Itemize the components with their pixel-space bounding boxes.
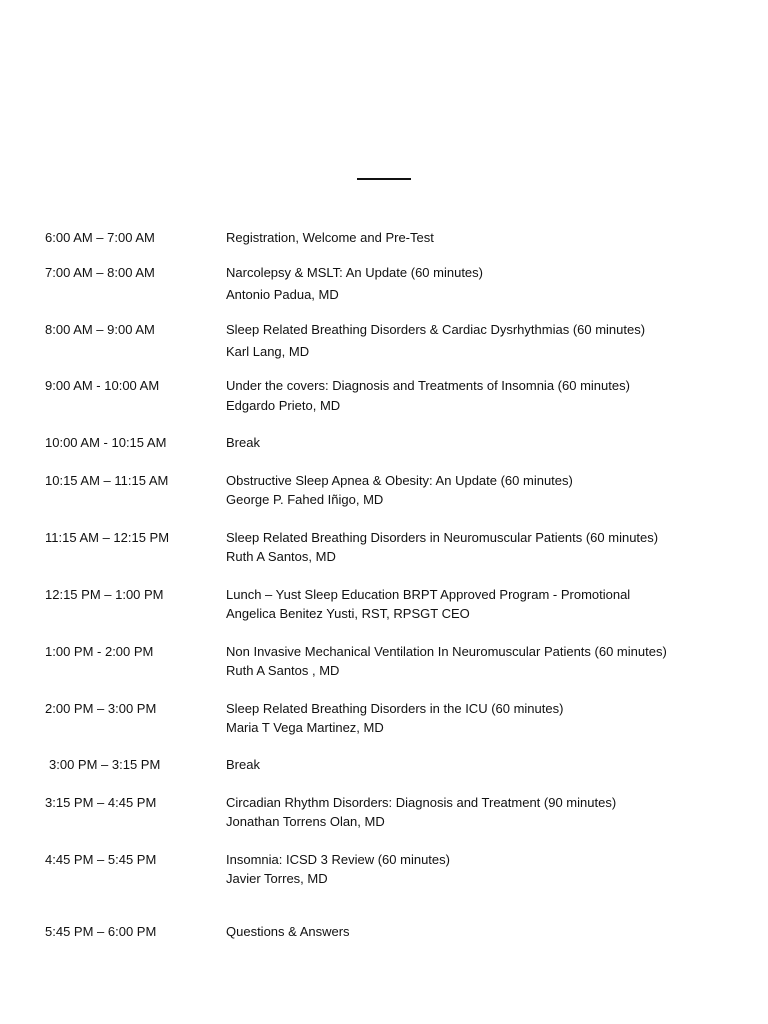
session-title: Break	[226, 757, 260, 772]
session-speaker: Javier Torres, MD	[226, 871, 328, 886]
session-time: 5:45 PM – 6:00 PM	[45, 924, 157, 939]
session-time: 6:00 AM – 7:00 AM	[45, 230, 155, 245]
session-title: Sleep Related Breathing Disorders in Neuromuscular Patients (60 minutes)	[226, 530, 659, 545]
session-speaker: Antonio Padua, MD	[226, 287, 339, 302]
session-title: Sleep Related Breathing Disorders & Cardiac Dysrhythmias (60 minutes)	[226, 322, 646, 337]
session-time: 12:15 PM – 1:00 PM	[45, 587, 164, 602]
session-speaker: Karl Lang, MD	[226, 344, 310, 359]
session-title: Insomnia: ICSD 3 Review (60 minutes)	[226, 852, 450, 867]
session-title: Under the covers: Diagnosis and Treatments of Insomnia (60 minutes)	[226, 378, 630, 393]
session-title: Non Invasive Mechanical Ventilation In Neuromuscular Patients (60 minutes)	[226, 644, 667, 659]
session-title: Circadian Rhythm Disorders: Diagnosis and Treatment (90 minutes)	[226, 795, 617, 810]
session-speaker: Ruth A Santos, MD	[226, 549, 336, 564]
header-rule	[357, 178, 411, 180]
session-speaker: George P. Fahed Iñigo, MD	[226, 492, 384, 507]
session-title: Narcolepsy & MSLT: An Update (60 minutes)	[226, 265, 483, 280]
session-speaker: Edgardo Prieto, MD	[226, 398, 341, 413]
session-time: 9:00 AM - 10:00 AM	[45, 378, 160, 393]
session-time: 10:15 AM – 11:15 AM	[45, 473, 169, 488]
session-title: Lunch – Yust Sleep Education BRPT Approved Program - Promotional	[226, 587, 631, 602]
session-time: 8:00 AM – 9:00 AM	[45, 322, 155, 337]
session-time: 3:15 PM – 4:45 PM	[45, 795, 157, 810]
session-time: 3:00 PM – 3:15 PM	[49, 757, 161, 772]
session-time: 7:00 AM – 8:00 AM	[45, 265, 155, 280]
session-time: 11:15 AM – 12:15 PM	[45, 530, 170, 545]
session-speaker: Ruth A Santos , MD	[226, 663, 340, 678]
session-title: Sleep Related Breathing Disorders in the ICU (60 minutes)	[226, 701, 564, 716]
session-time: 2:00 PM – 3:00 PM	[45, 701, 157, 716]
session-title: Questions & Answers	[226, 924, 350, 939]
session-title: Registration, Welcome and Pre-Test	[226, 230, 434, 245]
session-speaker: Angelica Benitez Yusti, RST, RPSGT CEO	[226, 606, 470, 621]
session-time: 10:00 AM - 10:15 AM	[45, 435, 167, 450]
session-title: Break	[226, 435, 260, 450]
session-title: Obstructive Sleep Apnea & Obesity: An Update (60 minutes)	[226, 473, 573, 488]
session-time: 1:00 PM - 2:00 PM	[45, 644, 154, 659]
session-speaker: Maria T Vega Martinez, MD	[226, 720, 384, 735]
session-time: 4:45 PM – 5:45 PM	[45, 852, 157, 867]
session-speaker: Jonathan Torrens Olan, MD	[226, 814, 385, 829]
